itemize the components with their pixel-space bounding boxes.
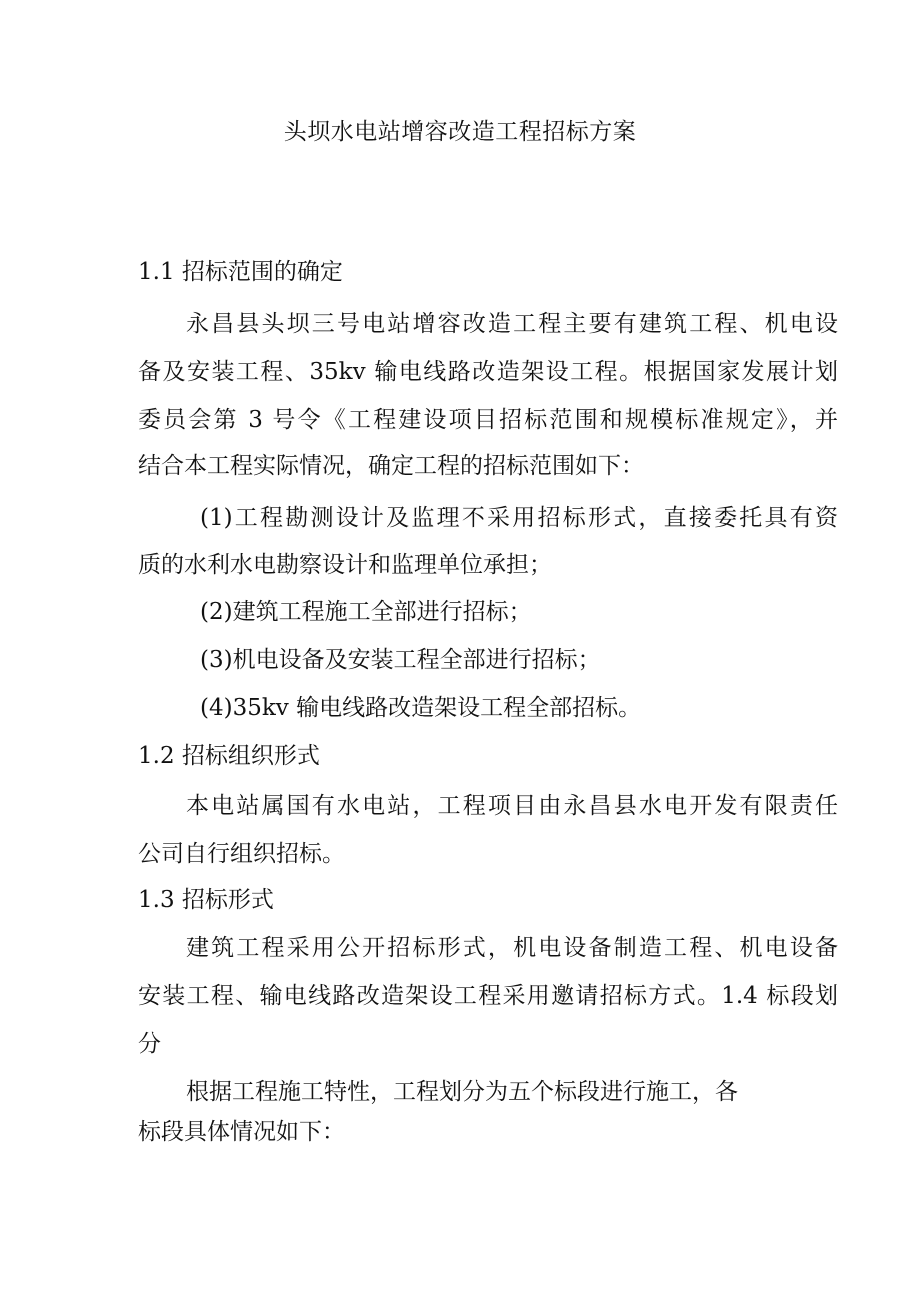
heading-1-2: 1.2 招标组织形式 [138, 743, 320, 769]
paragraph-line: 委员会第 3 号令《工程建设项目招标范围和规模标准规定》，并 [138, 407, 838, 433]
paragraph-line: 分 [138, 1031, 161, 1057]
paragraph-line: 备及安装工程、35kv 输电线路改造架设工程。根据国家发展计划 [138, 359, 838, 385]
list-item-2: (2)建筑工程施工全部进行招标； [200, 599, 532, 625]
list-item-4: (4)35kv 输电线路改造架设工程全部招标。 [200, 695, 642, 721]
paragraph-line: 安装工程、输电线路改造架设工程采用邀请招标方式。1.4 标段划 [138, 983, 838, 1009]
paragraph-line: 公司自行组织招标。 [138, 841, 345, 867]
list-item-3: (3)机电设备及安装工程全部进行招标； [200, 647, 601, 673]
paragraph-line: 永昌县头坝三号电站增容改造工程主要有建筑工程、机电设 [186, 311, 838, 337]
document-title: 头坝水电站增容改造工程招标方案 [283, 119, 637, 145]
paragraph-line: 本电站属国有水电站，工程项目由永昌县水电开发有限责任 [186, 793, 838, 819]
heading-1-1: 1.1 招标范围的确定 [138, 259, 343, 285]
paragraph-line: 建筑工程采用公开招标形式，机电设备制造工程、机电设备 [186, 935, 838, 961]
heading-1-3: 1.3 招标形式 [138, 887, 274, 913]
list-item-1-continuation: 质的水利水电勘察设计和监理单位承担； [138, 552, 552, 578]
paragraph-line: 结合本工程实际情况，确定工程的招标范围如下： [138, 453, 644, 479]
list-item-1: (1)工程勘测设计及监理不采用招标形式，直接委托具有资 [200, 505, 838, 531]
paragraph-line: 根据工程施工特性，工程划分为五个标段进行施工，各 [186, 1079, 738, 1105]
paragraph-line: 标段具体情况如下： [138, 1119, 345, 1145]
